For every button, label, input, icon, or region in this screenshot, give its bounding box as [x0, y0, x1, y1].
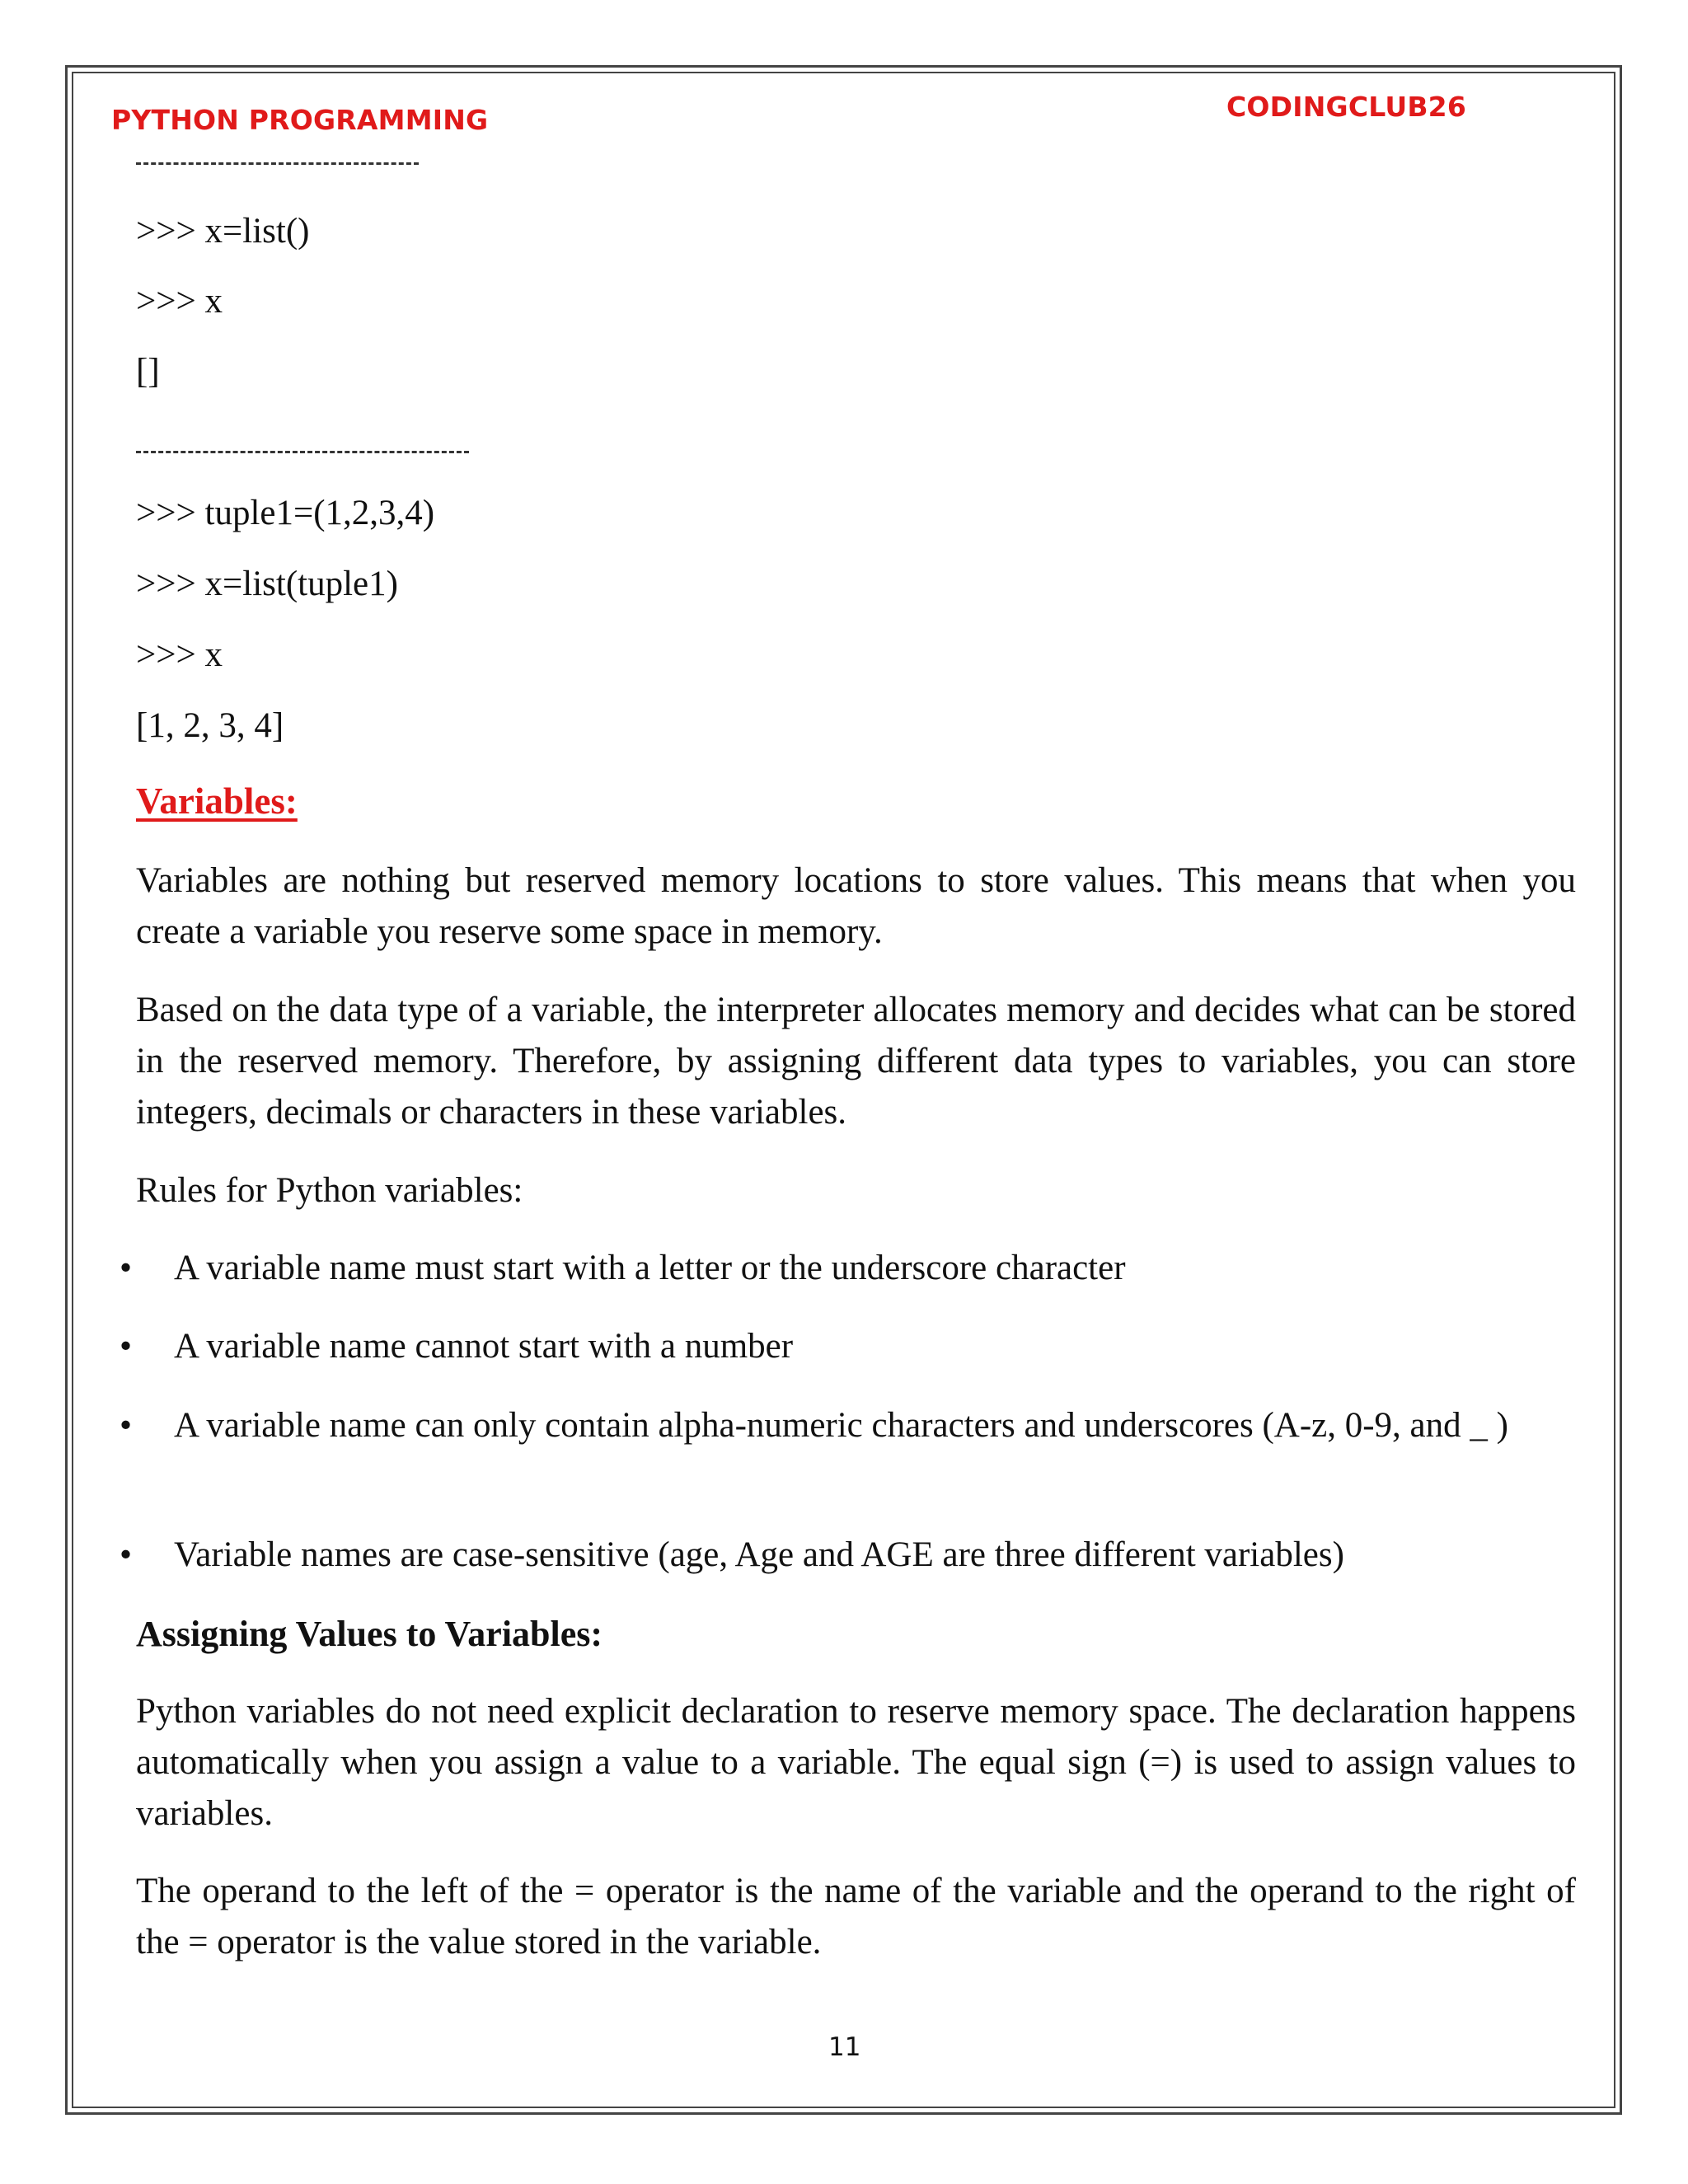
list-item: Variable names are case-sensitive (age, Age and AGE are three different variables) — [174, 1535, 1344, 1574]
dashed-separator — [136, 451, 469, 453]
code-line: >>> x — [136, 635, 223, 674]
list-item: A variable name must start with a letter or the underscore character — [174, 1249, 1126, 1287]
bullet-icon: • — [120, 1327, 133, 1366]
code-line: >>> x — [136, 282, 223, 321]
code-output: [1, 2, 3, 4] — [136, 706, 284, 745]
code-line: >>> tuple1=(1,2,3,4) — [136, 494, 435, 532]
dashed-separator — [136, 162, 419, 165]
section-heading-assigning: Assigning Values to Variables: — [136, 1614, 603, 1654]
list-item: A variable name can only contain alpha-numeric characters and underscores (A-z, 0-9, and _ ) — [174, 1406, 1508, 1445]
paragraph: Python variables do not need explicit declaration to reserve memory space. The declaration happens automatically when you assign a value to a variable. The equal sign (=) is used to assign values to variables. — [136, 1692, 1576, 1833]
paragraph: The operand to the left of the = operator is the name of the variable and the operand to the right of the = operator is the value stored in the variable. — [136, 1872, 1576, 1961]
page-number: 11 — [828, 2032, 861, 2062]
bullet-icon: • — [120, 1406, 133, 1445]
header-title-left: PYTHON PROGRAMMING — [111, 104, 489, 136]
section-heading-variables: Variables: — [136, 780, 298, 822]
code-output: [] — [136, 352, 160, 391]
bullet-icon: • — [120, 1535, 133, 1574]
paragraph: Variables are nothing but reserved memory locations to store values. This means that when you create a variable you reserve some space in memory. — [136, 861, 1576, 951]
rules-intro: Rules for Python variables: — [136, 1171, 523, 1210]
list-item: A variable name cannot start with a number — [174, 1327, 794, 1366]
bullet-icon: • — [120, 1249, 133, 1287]
header-title-right: CODINGCLUB26 — [1226, 91, 1466, 123]
paragraph: Based on the data type of a variable, the interpreter allocates memory and decides what can be stored in the reserved memory. Therefore, by assigning different data types to variables, you can store integers, decimals or characters in these variables. — [136, 991, 1576, 1132]
code-line: >>> x=list() — [136, 212, 310, 251]
code-line: >>> x=list(tuple1) — [136, 565, 398, 603]
